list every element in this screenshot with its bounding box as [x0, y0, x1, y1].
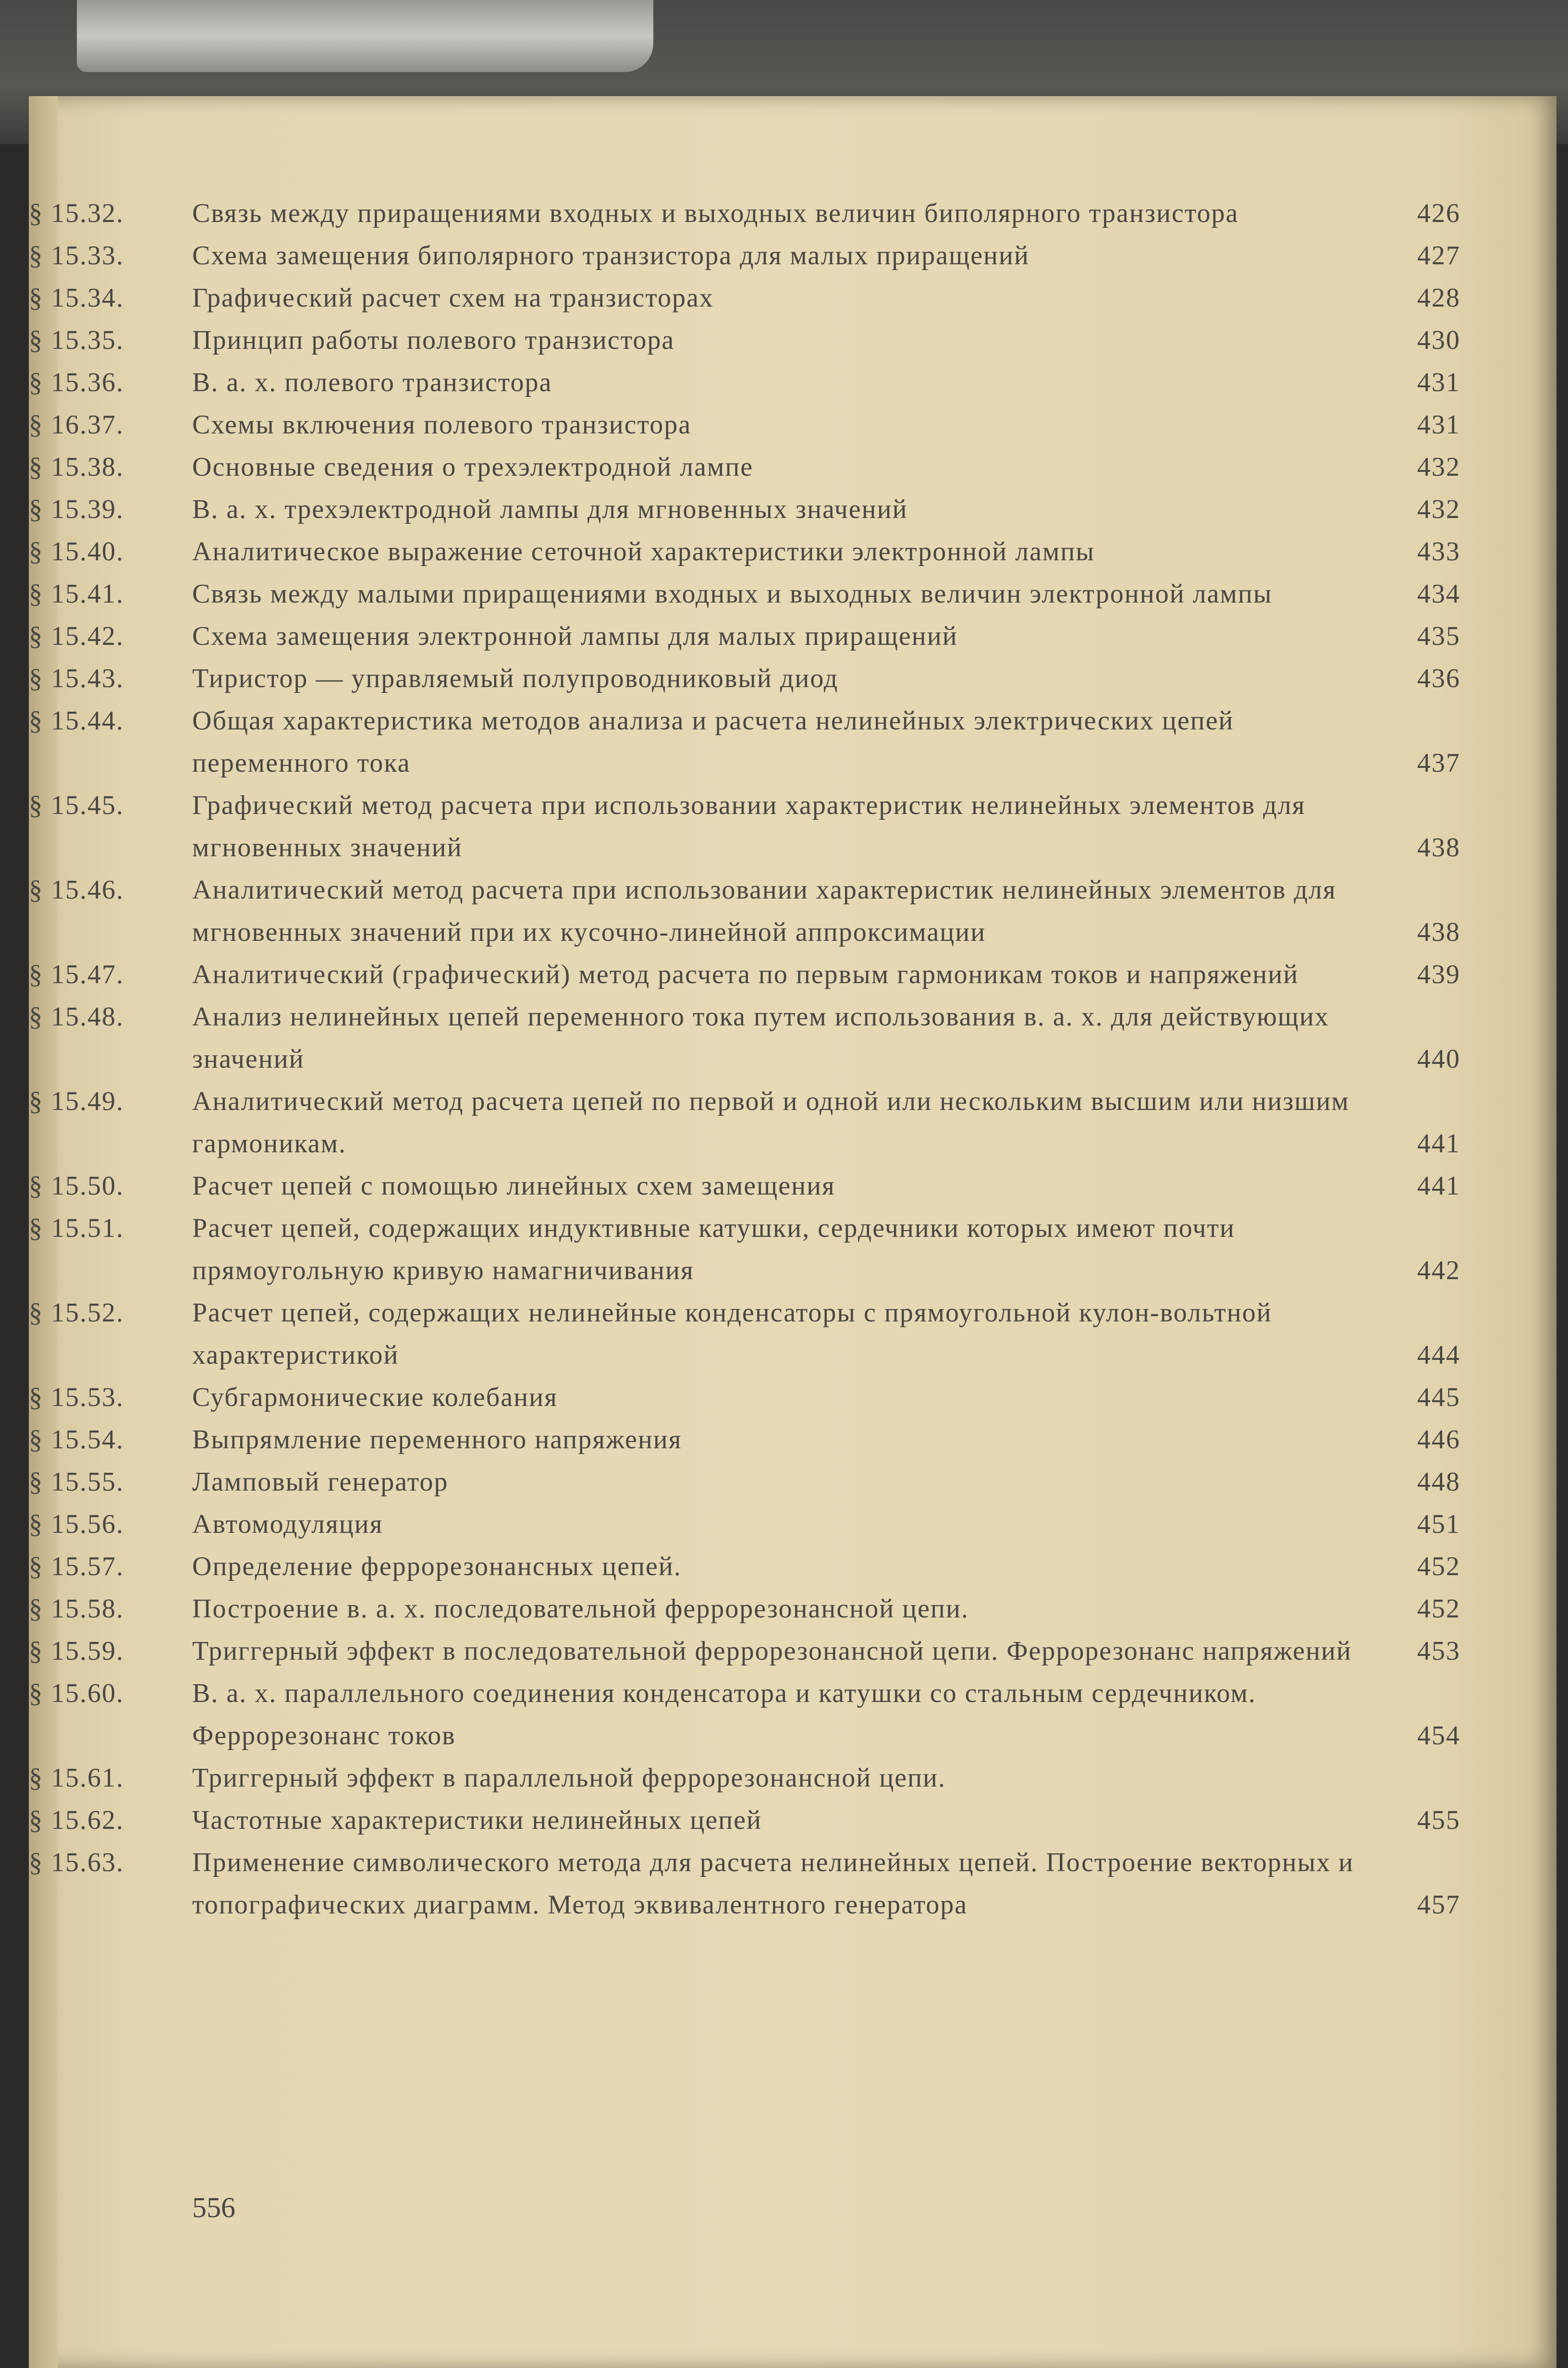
toc-entry: [29, 1080, 1460, 1165]
section-title: Принцип работы полевого транзистора: [192, 325, 675, 355]
section-page: 448: [1417, 1467, 1460, 1497]
section-number: § 15.44.: [29, 706, 124, 736]
section-title: Триггерный эффект в параллельной феррорезонансной цепи.: [192, 1763, 946, 1793]
section-title: Выпрямление переменного напряжения: [192, 1425, 682, 1455]
section-number: § 15.40.: [29, 537, 124, 567]
section-title: Автомодуляция: [192, 1509, 383, 1539]
section-number: § 15.59.: [29, 1636, 124, 1666]
section-page: 453: [1417, 1636, 1460, 1666]
section-number: § 15.61.: [29, 1763, 124, 1793]
section-title: Триггерный эффект в последовательной феррорезонансной цепи. Феррорезонанс напряжений: [192, 1636, 1352, 1666]
toc-entry: [29, 277, 1460, 319]
section-number: § 15.50.: [29, 1171, 124, 1201]
section-number: § 15.34.: [29, 283, 124, 313]
section-page: 427: [1417, 241, 1460, 271]
section-number: § 15.51.: [29, 1213, 124, 1243]
toc-entry: [29, 573, 1460, 615]
section-page: 452: [1417, 1552, 1460, 1581]
section-page: 438: [1417, 833, 1460, 863]
section-number: § 15.47.: [29, 960, 124, 989]
toc-entry: [29, 1588, 1460, 1630]
section-title: Аналитическое выражение сеточной характеристики электронной лампы: [192, 537, 1095, 567]
section-number: § 15.38.: [29, 452, 124, 482]
section-page: 440: [1417, 1044, 1460, 1074]
section-title: Схема замещения электронной лампы для малых приращений: [192, 621, 958, 651]
section-title: Анализ нелинейных цепей переменного тока путем использования в. а. х. для действующих значений: [192, 1002, 1329, 1074]
section-number: § 15.58.: [29, 1594, 124, 1624]
toc-entry: [29, 869, 1460, 953]
toc-entry: [29, 1292, 1460, 1376]
toc-entry: [29, 1418, 1460, 1461]
section-page: 426: [1417, 198, 1460, 228]
section-title: Схемы включения полевого транзистора: [192, 410, 692, 440]
toc-entry: [29, 784, 1460, 869]
section-title: Расчет цепей, содержащих нелинейные конденсаторы с прямоугольной кулон-вольтной характеристикой: [192, 1298, 1272, 1370]
section-page: 439: [1417, 960, 1460, 989]
section-number: § 15.32.: [29, 198, 124, 228]
section-title: Схема замещения биполярного транзистора для малых приращений: [192, 241, 1029, 271]
section-title: В. а. х. полевого транзистора: [192, 368, 552, 397]
section-page: 432: [1417, 452, 1460, 482]
toc-entry: [29, 446, 1460, 488]
toc-entry: [29, 1757, 1460, 1799]
section-page: 451: [1417, 1509, 1460, 1539]
section-title: Ламповый генератор: [192, 1467, 449, 1497]
section-number: § 15.62.: [29, 1805, 124, 1835]
toc-entry: [29, 1630, 1460, 1672]
table-of-contents: [29, 192, 1460, 1926]
page-number: 556: [192, 2192, 235, 2223]
section-number: § 16.37.: [29, 410, 124, 440]
section-title: Графический расчет схем на транзисторах: [192, 283, 714, 313]
toc-entry: [29, 192, 1460, 234]
section-number: § 15.52.: [29, 1298, 124, 1328]
section-title: Определение феррорезонансных цепей.: [192, 1552, 682, 1581]
toc-entry: [29, 488, 1460, 530]
toc-entry: [29, 1461, 1460, 1503]
section-page: 434: [1417, 579, 1460, 609]
section-number: § 15.35.: [29, 325, 124, 355]
section-title: Тиристор — управляемый полупроводниковый диод: [192, 664, 839, 693]
section-number: § 15.39.: [29, 494, 124, 524]
toc-entry: [29, 1841, 1460, 1926]
section-page: 430: [1417, 325, 1460, 355]
section-number: § 15.43.: [29, 664, 124, 693]
section-page: 441: [1417, 1129, 1460, 1159]
section-page: 446: [1417, 1425, 1460, 1455]
toc-entry: [29, 953, 1460, 996]
section-title: Применение символического метода для расчета нелинейных цепей. Построение векторных и топографических диаграмм. Метод эквивалентного генератора: [192, 1848, 1354, 1920]
section-title: В. а. х. трехэлектродной лампы для мгновенных значений: [192, 494, 908, 524]
section-title: Частотные характеристики нелинейных цепей: [192, 1805, 762, 1835]
toc-entry: [29, 361, 1460, 404]
section-number: § 15.60.: [29, 1678, 124, 1708]
toc-entry: [29, 1799, 1460, 1841]
section-page: 438: [1417, 917, 1460, 947]
toc-entry: [29, 700, 1460, 784]
section-title: Расчет цепей с помощью линейных схем замещения: [192, 1171, 835, 1201]
section-number: § 15.48.: [29, 1002, 124, 1032]
toc-entry: [29, 1376, 1460, 1418]
section-page: 431: [1417, 368, 1460, 397]
section-number: § 15.33.: [29, 241, 124, 271]
section-title: Основные сведения о трехэлектродной лампе: [192, 452, 754, 482]
section-page: 436: [1417, 664, 1460, 693]
section-title: В. а. х. параллельного соединения конденсатора и катушки со стальным сердечником. Феррорезонанс токов: [192, 1678, 1256, 1751]
section-number: § 15.46.: [29, 875, 124, 905]
section-title: Субгармонические колебания: [192, 1382, 558, 1412]
section-title: Общая характеристика методов анализа и расчета нелинейных электрических цепей переменного тока: [192, 706, 1234, 778]
section-page: 441: [1417, 1171, 1460, 1201]
section-number: § 15.55.: [29, 1467, 124, 1497]
toc-entry: [29, 530, 1460, 573]
section-title: Графический метод расчета при использовании характеристик нелинейных элементов для мгновенных значений: [192, 790, 1306, 863]
section-title: Связь между малыми приращениями входных и выходных величин электронной лампы: [192, 579, 1273, 609]
toc-entry: [29, 404, 1460, 446]
section-number: § 15.41.: [29, 579, 124, 609]
toc-entry: [29, 1503, 1460, 1545]
toc-entry: [29, 234, 1460, 277]
section-page: 442: [1417, 1256, 1460, 1285]
toc-entry: [29, 657, 1460, 700]
section-page: 444: [1417, 1340, 1460, 1370]
section-page: 455: [1417, 1805, 1460, 1835]
section-number: § 15.57.: [29, 1552, 124, 1581]
section-page: 457: [1417, 1890, 1460, 1920]
section-number: § 15.49.: [29, 1086, 124, 1116]
toc-entry: [29, 1165, 1460, 1207]
section-title: Аналитический (графический) метод расчета по первым гармоникам токов и напряжений: [192, 960, 1299, 989]
section-page: 432: [1417, 494, 1460, 524]
section-page: 433: [1417, 537, 1460, 567]
section-page: 435: [1417, 621, 1460, 651]
toc-entry: [29, 615, 1460, 657]
section-number: § 15.36.: [29, 368, 124, 397]
toc-entry: [29, 1672, 1460, 1757]
section-number: § 15.63.: [29, 1848, 124, 1877]
metal-clamp: [77, 0, 653, 72]
section-title: Расчет цепей, содержащих индуктивные катушки, сердечники которых имеют почти прямоугольную кривую намагничивания: [192, 1213, 1235, 1285]
section-title: Аналитический метод расчета при использовании характеристик нелинейных элементов для мгновенных значений при их кусочно-линейной аппроксимации: [192, 875, 1336, 947]
toc-entry: [29, 1545, 1460, 1588]
section-page: 454: [1417, 1721, 1460, 1751]
section-page: 445: [1417, 1382, 1460, 1412]
section-page: 431: [1417, 410, 1460, 440]
section-number: § 15.53.: [29, 1382, 124, 1412]
toc-entry: [29, 1207, 1460, 1292]
section-page: 428: [1417, 283, 1460, 313]
section-number: § 15.42.: [29, 621, 124, 651]
section-number: § 15.56.: [29, 1509, 124, 1539]
toc-entry: [29, 996, 1460, 1080]
section-title: Связь между приращениями входных и выходных величин биполярного транзистора: [192, 198, 1239, 228]
section-page: 437: [1417, 748, 1460, 778]
toc-entry: [29, 319, 1460, 361]
section-page: 452: [1417, 1594, 1460, 1624]
section-title: Построение в. а. х. последовательной феррорезонансной цепи.: [192, 1594, 969, 1624]
section-title: Аналитический метод расчета цепей по первой и одной или нескольким высшим или низшим гармоникам.: [192, 1086, 1349, 1159]
section-number: § 15.54.: [29, 1425, 124, 1455]
section-number: § 15.45.: [29, 790, 124, 820]
